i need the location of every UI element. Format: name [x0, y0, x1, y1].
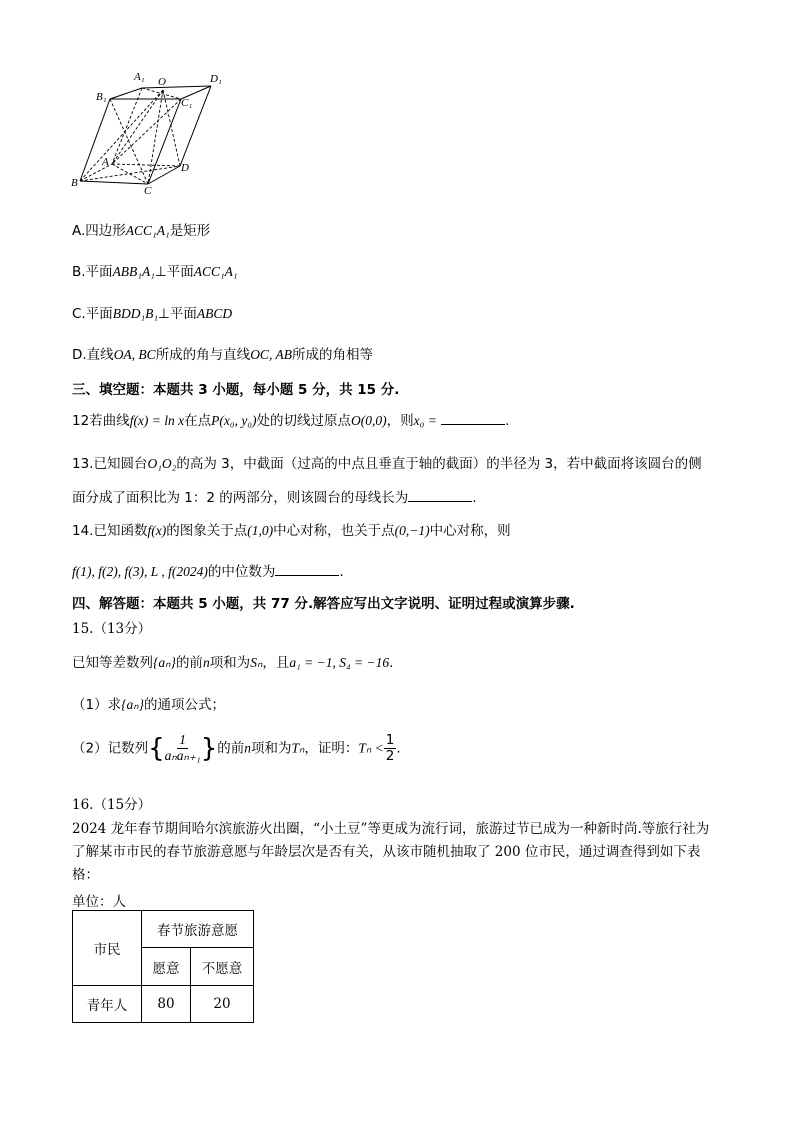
q15-p1-a: （1）求 — [72, 697, 122, 713]
option-b-math2: ACC₁A₁ — [193, 264, 238, 279]
label-d1: D₁ — [210, 73, 222, 85]
option-a-math: ACC₁A₁ — [125, 223, 170, 238]
question-14-line1 — [72, 519, 511, 539]
q16-unit: 单位：人 — [72, 894, 126, 910]
q15-an: {aₙ} — [153, 655, 176, 670]
q14-fx: f(x) — [147, 523, 167, 538]
q15-p2-ineq: Tₙ < — [358, 740, 384, 756]
label-a1: A₁ — [134, 71, 145, 83]
q15-half-den: 2 — [385, 747, 395, 764]
q12-x0: x₀ = — [413, 413, 437, 428]
q15-p2-end: . — [396, 740, 401, 757]
option-a-suffix: 是矩形 — [169, 223, 211, 239]
q15-stem-c: 项和为 — [209, 655, 251, 671]
option-d-math2: OC, AB — [250, 347, 292, 362]
q15-stem-d: ，且 — [262, 655, 290, 671]
question-13-line2 — [72, 486, 477, 506]
q15-p2-c: 项和为 — [251, 740, 292, 757]
table-cell-label: 青年人 — [73, 986, 142, 1023]
q14-answer-blank[interactable] — [275, 563, 339, 576]
option-b-mid: ⊥平面 — [154, 264, 194, 280]
option-d-mid: 所成的角与直线 — [155, 347, 251, 363]
q15-sn: Sₙ — [250, 655, 263, 670]
q16-title: 16.（15分） — [72, 797, 152, 813]
option-a-prefix: A.四边形 — [72, 223, 126, 239]
q14-text3: 中心对称，也关于点 — [273, 523, 395, 539]
label-c: C — [144, 185, 152, 196]
option-d — [72, 343, 373, 363]
q14-sequence: f(1), f(2), f(3), L , f(2024) — [72, 564, 208, 579]
option-b — [72, 260, 238, 280]
question-14-line2 — [72, 560, 344, 580]
q15-p2-d: ，证明： — [304, 740, 359, 757]
table-group-header: 春节旅游意愿 — [142, 911, 254, 948]
q14-p2: (0,−1) — [394, 523, 430, 538]
q12-function: f(x) = ln x — [129, 413, 185, 428]
q15-part2 — [72, 733, 401, 764]
q12-point: P(x₀, y₀) — [211, 413, 257, 428]
q12-text2: 在点 — [184, 413, 212, 429]
q15-condition: a₁ = −1, S₄ = −16 — [289, 655, 390, 670]
question-12 — [72, 409, 509, 429]
option-c-prefix: C.平面 — [72, 306, 113, 322]
table-col-willing: 愿意 — [142, 948, 191, 986]
q15-p2-a: （2）记数列 — [72, 740, 149, 757]
q15-title: 15.（13分） — [72, 621, 152, 637]
label-b1: B₁ — [96, 91, 107, 103]
left-brace-icon: { — [148, 733, 165, 764]
section3-heading: 三、填空题：本题共 3 小题，每小题 5 分，共 15 分. — [72, 382, 400, 398]
option-c-math2: ABCD — [196, 306, 233, 321]
right-brace-icon: } — [200, 733, 218, 764]
q15-stem-b: 的前 — [175, 655, 203, 671]
table-row-header: 市民 — [73, 911, 142, 986]
q12-answer-blank[interactable] — [441, 412, 505, 425]
q15-stem-e: . — [389, 655, 394, 671]
question-13-line1 — [72, 452, 702, 472]
q15-half — [384, 733, 397, 764]
q15-half-num: 1 — [385, 732, 395, 748]
q15-fraction — [165, 733, 201, 764]
q14-end: . — [339, 564, 344, 580]
q13-end: . — [472, 490, 477, 506]
q13-text2: 的高为 3，中截面（过高的中点且垂直于轴的截面）的半径为 3，若中截面将该圆台的侧 — [176, 456, 702, 472]
q15-n: n — [202, 655, 210, 670]
q14-text1: 14.已知函数 — [72, 523, 148, 539]
q16-line3: 格： — [72, 867, 99, 883]
label-o: O — [158, 76, 166, 88]
q13-line2: 面分成了面积比为 1：2 的两部分，则该圆台的母线长为 — [72, 490, 409, 506]
section4-heading: 四、解答题：本题共 5 小题，共 77 分.解答应写出文字说明、证明过程或演算步骤. — [72, 596, 575, 612]
table-row — [73, 986, 254, 1023]
q14-text2: 的图象关于点 — [166, 523, 248, 539]
option-c-math1: BDD₁B₁ — [112, 306, 159, 321]
option-d-prefix: D.直线 — [72, 347, 114, 363]
option-a — [72, 219, 210, 239]
q15-stem — [72, 651, 393, 671]
q14-p1: (1,0) — [247, 523, 274, 538]
q13-o1o2: O₁O₂ — [147, 456, 177, 471]
option-b-prefix: B.平面 — [72, 264, 113, 280]
q15-p2-b: 的前 — [217, 740, 245, 757]
q14-text5: 的中位数为 — [207, 564, 276, 580]
q13-text1: 13.已知圆台 — [72, 456, 148, 472]
q15-frac-num: 1 — [179, 732, 187, 747]
q12-text4: ，则 — [386, 413, 414, 429]
table-col-unwilling: 不愿意 — [191, 948, 254, 986]
q15-stem-a: 已知等差数列 — [72, 655, 153, 671]
q16-line1: 2024 龙年春节期间哈尔滨旅游火出圈，“小土豆”等更成为流行词，旅游过节已成为一种新时尚.等旅行社为 — [72, 821, 710, 837]
q15-p2-n: n — [244, 740, 252, 756]
q15-p2-tn: Tₙ — [291, 740, 305, 756]
q12-origin: O(0,0) — [351, 413, 387, 428]
q14-text4: 中心对称，则 — [429, 523, 511, 539]
q15-part1 — [72, 693, 225, 713]
option-c-mid: ⊥平面 — [158, 306, 197, 322]
q15-p1-b: 的通项公式； — [144, 697, 226, 713]
survey-table — [72, 910, 254, 1023]
q15-frac-den: aₙaₙ₊₁ — [164, 747, 201, 763]
label-c1: C₁ — [181, 97, 193, 109]
label-d: D — [181, 162, 189, 174]
q15-p1-an: {aₙ} — [121, 697, 145, 712]
label-a: A — [102, 156, 109, 168]
q12-text1: 12若曲线 — [72, 413, 130, 429]
table-cell-unwilling: 20 — [191, 986, 254, 1023]
q12-end: . — [505, 413, 510, 429]
prism-figure — [68, 68, 228, 196]
q16-line2: 了解某市市民的春节旅游意愿与年龄层次是否有关，从该市随机抽取了 200 位市民，通过调查得到如下表 — [72, 844, 701, 860]
option-d-suffix: 所成的角相等 — [291, 347, 373, 363]
q13-answer-blank[interactable] — [408, 489, 472, 502]
label-b: B — [71, 177, 78, 189]
option-c — [72, 302, 232, 322]
q12-text3: 处的切线过原点 — [256, 413, 352, 429]
table-cell-willing: 80 — [142, 986, 191, 1023]
option-b-math1: ABB₁A₁ — [112, 264, 155, 279]
option-d-math1: OA, BC — [113, 347, 156, 362]
